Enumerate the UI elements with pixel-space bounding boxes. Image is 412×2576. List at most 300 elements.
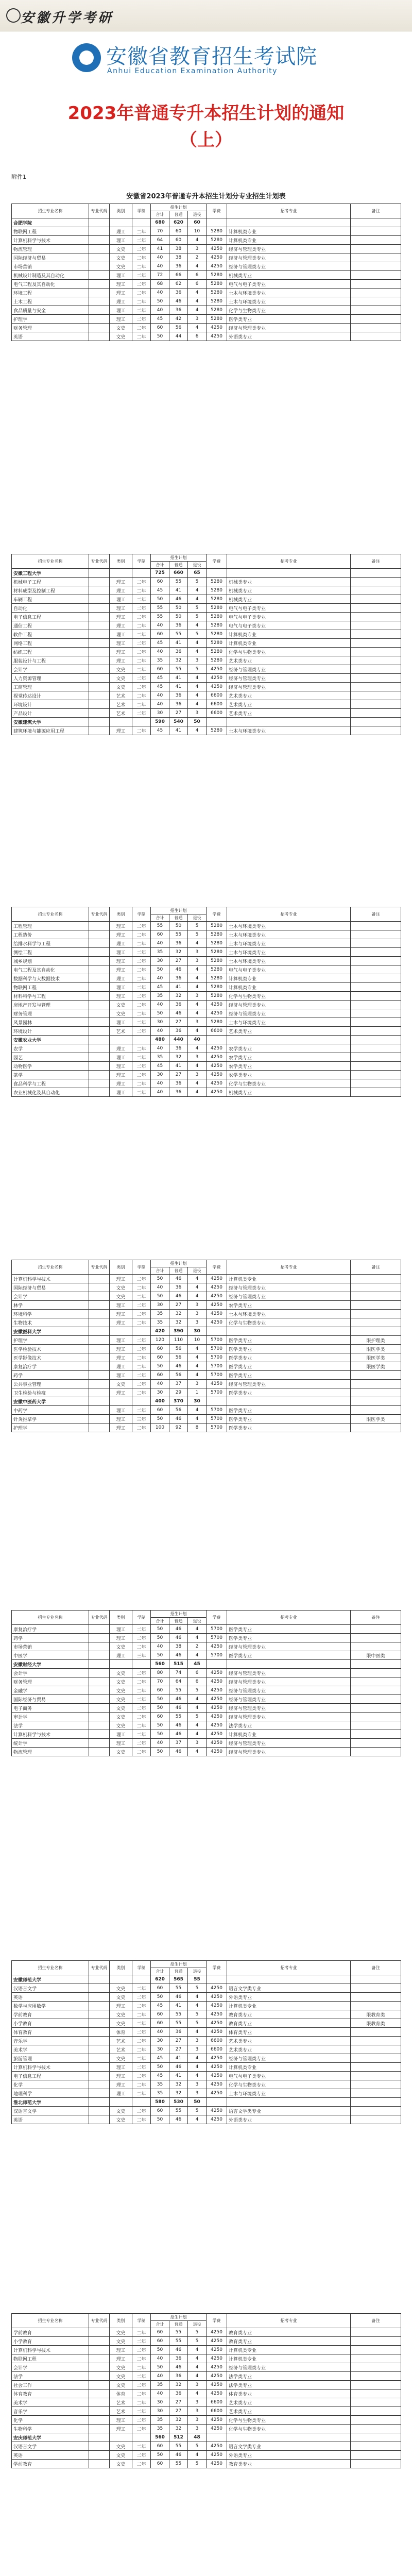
note-cell: 限中医类 [351, 1651, 401, 1660]
table-row [12, 648, 401, 656]
header-years: 学制 [132, 1611, 151, 1625]
note-cell [351, 595, 401, 604]
table-row [12, 948, 401, 957]
category-cell: 化学与生物类专业 [227, 992, 351, 1001]
veteran-cell: 4 [188, 1027, 207, 1036]
fee-cell: 5280 [207, 639, 227, 648]
fee-cell: 5280 [207, 965, 227, 974]
table-row [12, 1053, 401, 1062]
fee-cell: 4250 [207, 1275, 227, 1283]
table-row [12, 289, 401, 297]
total-cell: 50 [151, 1721, 169, 1730]
major-cell: 地理科学 [12, 2089, 89, 2098]
years-cell: 二年 [132, 1730, 151, 1739]
years-cell: 二年 [132, 1625, 151, 1634]
years-cell: 二年 [132, 2002, 151, 2010]
years-cell: 二年 [132, 2054, 151, 2063]
category-cell: 语言文学类专业 [227, 2107, 351, 2115]
total-cell: 35 [151, 1310, 169, 1318]
type-cell: 文史 [110, 1984, 132, 1993]
major-cell: 电子信息工程 [12, 2072, 89, 2080]
header-plan-veteran: 退役 [188, 2321, 207, 2328]
note-cell [351, 271, 401, 280]
total-cell: 50 [151, 2115, 169, 2124]
type-cell: 理工 [110, 1739, 132, 1748]
category-cell: 医学类专业 [227, 1406, 351, 1415]
note-cell [351, 2045, 401, 2054]
category-cell: 经济与管理类专业 [227, 1642, 351, 1651]
veteran-cell: 10 [188, 1336, 207, 1345]
header-code: 专业代码 [89, 1961, 110, 1975]
header-notes: 备注 [351, 907, 401, 922]
category-cell: 经济与管理类专业 [227, 1713, 351, 1721]
category-cell: 艺术类专业 [227, 656, 351, 665]
years-cell: 二年 [132, 2028, 151, 2037]
code-cell [89, 2054, 110, 2063]
note-cell: 限医学类 [351, 1353, 401, 1362]
category-cell: 经济与管理类专业 [227, 2363, 351, 2372]
general-cell: 46 [169, 1993, 188, 2002]
total-cell: 50 [151, 2363, 169, 2372]
years-cell: 二年 [132, 2346, 151, 2354]
fee-cell: 6600 [207, 700, 227, 709]
note-cell [351, 1713, 401, 1721]
table-row [12, 227, 401, 236]
note-cell [351, 1301, 401, 1310]
note-cell [351, 1062, 401, 1071]
fee-cell: 5280 [207, 306, 227, 315]
years-cell: 二年 [132, 245, 151, 253]
note-cell [351, 324, 401, 332]
fee-cell: 4250 [207, 1642, 227, 1651]
veteran-cell: 4 [188, 586, 207, 595]
category-cell: 农学类专业 [227, 1062, 351, 1071]
type-cell: 文史 [110, 2451, 132, 2460]
total-cell: 100 [151, 1423, 169, 1432]
fee-cell: 4250 [207, 262, 227, 271]
table-row [12, 2080, 401, 2089]
major-cell: 汉语言文学 [12, 2442, 89, 2451]
general-cell: 56 [169, 1371, 188, 1380]
fee-cell [207, 1660, 227, 1669]
table-row [12, 630, 401, 639]
major-cell: 计算机科学与技术 [12, 236, 89, 245]
fee-cell: 4250 [207, 2107, 227, 2115]
category-cell: 化学与生物类专业 [227, 1079, 351, 1088]
veteran-cell: 30 [188, 1327, 207, 1336]
category-cell: 经济与管理类专业 [227, 1001, 351, 1009]
header-plan-veteran: 退役 [188, 562, 207, 569]
fee-cell: 4250 [207, 1310, 227, 1318]
header-code: 专业代码 [89, 1611, 110, 1625]
veteran-cell: 1 [188, 1388, 207, 1397]
major-cell: 材料成型及控制工程 [12, 586, 89, 595]
type-cell: 理工 [110, 2346, 132, 2354]
category-cell: 机械类专业 [227, 595, 351, 604]
type-cell: 理工 [110, 1071, 132, 1079]
major-cell: 护理学 [12, 1336, 89, 1345]
category-cell: 农学类专业 [227, 1071, 351, 1079]
type-cell [110, 569, 132, 578]
major-cell: 物流管理 [12, 245, 89, 253]
category-cell: 机械类专业 [227, 1088, 351, 1097]
code-cell [89, 1018, 110, 1027]
plan-table-section [11, 907, 401, 1097]
type-cell: 文史 [110, 2054, 132, 2063]
major-cell: 生物技术 [12, 1318, 89, 1327]
general-cell: 64 [169, 1677, 188, 1686]
major-cell: 电子商务 [12, 1704, 89, 1713]
plan-table [11, 1610, 401, 1756]
code-cell [89, 1730, 110, 1739]
category-cell [227, 218, 351, 227]
total-cell: 30 [151, 709, 169, 718]
category-cell: 教育类专业 [227, 2337, 351, 2346]
years-cell: 二年 [132, 1669, 151, 1677]
major-cell: 计算机科学与技术 [12, 1730, 89, 1739]
table-row [12, 1415, 401, 1423]
major-cell: 公共事业管理 [12, 1380, 89, 1388]
fee-cell: 4250 [207, 2115, 227, 2124]
veteran-cell: 3 [188, 2037, 207, 2045]
code-cell [89, 2115, 110, 2124]
note-cell [351, 1669, 401, 1677]
code-cell [89, 1079, 110, 1088]
general-cell: 56 [169, 1353, 188, 1362]
fee-cell [207, 718, 227, 726]
total-cell: 35 [151, 948, 169, 957]
type-cell: 理工 [110, 630, 132, 639]
general-cell: 32 [169, 992, 188, 1001]
category-cell [227, 718, 351, 726]
years-cell [132, 1660, 151, 1669]
table-row [12, 604, 401, 613]
header-plan-total: 合计 [151, 914, 169, 922]
years-cell: 二年 [132, 2425, 151, 2433]
table-row [12, 2363, 401, 2372]
major-cell: 化学 [12, 2080, 89, 2089]
veteran-cell: 3 [188, 1380, 207, 1388]
veteran-cell: 4 [188, 1415, 207, 1423]
header-notes: 备注 [351, 204, 401, 218]
category-cell: 计算机类专业 [227, 639, 351, 648]
major-cell: 美术学 [12, 2045, 89, 2054]
general-cell: 36 [169, 621, 188, 630]
total-cell: 40 [151, 691, 169, 700]
category-cell: 经济与管理类专业 [227, 1380, 351, 1388]
notice-subtitle: （上） [180, 130, 232, 150]
code-cell [89, 1062, 110, 1071]
category-cell: 医学类专业 [227, 1625, 351, 1634]
header-type: 类别 [110, 2314, 132, 2328]
table-row [12, 957, 401, 965]
note-cell [351, 1730, 401, 1739]
total-cell: 80 [151, 1669, 169, 1677]
code-cell [89, 1695, 110, 1704]
veteran-cell: 6 [188, 1677, 207, 1686]
type-cell: 理工 [110, 639, 132, 648]
major-cell: 会计学 [12, 1292, 89, 1301]
general-cell: 46 [169, 1634, 188, 1642]
code-cell [89, 1301, 110, 1310]
header-major-cat: 招考专业 [227, 204, 351, 218]
veteran-cell: 3 [188, 315, 207, 324]
veteran-cell: 4 [188, 700, 207, 709]
general-cell: 36 [169, 1283, 188, 1292]
veteran-cell: 4 [188, 639, 207, 648]
category-cell: 艺术类专业 [227, 1027, 351, 1036]
general-cell: 41 [169, 1062, 188, 1071]
note-cell [351, 2425, 401, 2433]
category-cell: 电气与电子类专业 [227, 280, 351, 289]
total-cell: 40 [151, 974, 169, 983]
general-cell: 46 [169, 1009, 188, 1018]
note-cell [351, 2328, 401, 2337]
years-cell: 二年 [132, 2019, 151, 2028]
table-title: 安徽省2023年普通专升本招生计划分专业招生计划表 [126, 193, 286, 200]
general-cell: 27 [169, 2045, 188, 2054]
general-cell: 36 [169, 2372, 188, 2381]
table-row [12, 2063, 401, 2072]
category-cell [227, 2098, 351, 2107]
years-cell: 二年 [132, 1634, 151, 1642]
years-cell: 二年 [132, 930, 151, 939]
fee-cell: 5280 [207, 621, 227, 630]
years-cell: 二年 [132, 289, 151, 297]
note-cell [351, 974, 401, 983]
type-cell: 理工 [110, 2063, 132, 2072]
fee-cell: 4250 [207, 2337, 227, 2346]
major-cell: 计算机科学与技术 [12, 2063, 89, 2072]
general-cell: 56 [169, 1406, 188, 1415]
total-cell: 30 [151, 2407, 169, 2416]
fee-cell: 4250 [207, 1062, 227, 1071]
code-cell [89, 1984, 110, 1993]
plan-table-section [11, 2313, 401, 2468]
general-cell: 32 [169, 656, 188, 665]
header-fee: 学费 [207, 1611, 227, 1625]
major-cell: 学前教育 [12, 2460, 89, 2468]
total-cell: 45 [151, 2002, 169, 2010]
table-row [12, 2107, 401, 2115]
major-cell: 医学检验技术 [12, 1345, 89, 1353]
category-cell: 法学类专业 [227, 2372, 351, 2381]
veteran-cell: 5 [188, 1984, 207, 1993]
category-cell: 化学与生物类专业 [227, 648, 351, 656]
general-cell: 29 [169, 1388, 188, 1397]
code-cell [89, 2354, 110, 2363]
header-major-cat: 招考专业 [227, 1260, 351, 1275]
total-cell: 35 [151, 2425, 169, 2433]
total-cell: 41 [151, 245, 169, 253]
years-cell: 二年 [132, 674, 151, 683]
code-cell [89, 992, 110, 1001]
header-major: 招生专业名称 [12, 204, 89, 218]
veteran-cell: 5 [188, 2010, 207, 2019]
type-cell: 理工 [110, 280, 132, 289]
type-cell: 文史 [110, 1686, 132, 1695]
code-cell [89, 2389, 110, 2398]
veteran-cell: 4 [188, 2054, 207, 2063]
major-cell: 食品质量与安全 [12, 306, 89, 315]
years-cell: 二年 [132, 648, 151, 656]
code-cell [89, 1739, 110, 1748]
general-cell: 540 [169, 718, 188, 726]
fee-cell: 6600 [207, 2407, 227, 2416]
total-cell: 725 [151, 569, 169, 578]
fee-cell: 4250 [207, 332, 227, 341]
note-cell [351, 236, 401, 245]
note-cell [351, 1660, 401, 1669]
general-cell: 55 [169, 2010, 188, 2019]
years-cell: 二年 [132, 1336, 151, 1345]
category-cell: 经济与管理类专业 [227, 1695, 351, 1704]
category-cell: 经济与管理类专业 [227, 324, 351, 332]
code-cell [89, 1318, 110, 1327]
fee-cell: 4250 [207, 2089, 227, 2098]
years-cell: 二年 [132, 939, 151, 948]
years-cell: 二年 [132, 2337, 151, 2346]
table-row [12, 1713, 401, 1721]
total-cell: 40 [151, 648, 169, 656]
veteran-cell: 4 [188, 939, 207, 948]
veteran-cell: 5 [188, 2107, 207, 2115]
type-cell: 理工 [110, 289, 132, 297]
veteran-cell: 4 [188, 1748, 207, 1756]
total-cell: 40 [151, 262, 169, 271]
note-cell: 限教育类 [351, 2019, 401, 2028]
veteran-cell: 5 [188, 578, 207, 586]
note-cell [351, 1423, 401, 1432]
type-cell: 理工 [110, 1275, 132, 1283]
years-cell: 二年 [132, 236, 151, 245]
table-row [12, 1071, 401, 1079]
veteran-cell: 3 [188, 957, 207, 965]
veteran-cell: 5 [188, 2442, 207, 2451]
total-cell: 55 [151, 613, 169, 621]
note-cell [351, 2354, 401, 2363]
note-cell [351, 656, 401, 665]
fee-cell: 5700 [207, 1371, 227, 1380]
note-cell [351, 2451, 401, 2460]
code-cell [89, 957, 110, 965]
type-cell: 理工 [110, 2425, 132, 2433]
table-row [12, 621, 401, 630]
years-cell: 二年 [132, 2115, 151, 2124]
general-cell: 36 [169, 939, 188, 948]
code-cell [89, 922, 110, 930]
code-cell [89, 2398, 110, 2407]
years-cell: 二年 [132, 306, 151, 315]
note-cell [351, 2115, 401, 2124]
category-cell: 化学与生物类专业 [227, 2416, 351, 2425]
table-row [12, 2398, 401, 2407]
table-row [12, 1704, 401, 1713]
code-cell [89, 656, 110, 665]
fee-cell [207, 1036, 227, 1044]
total-cell: 70 [151, 227, 169, 236]
years-cell: 二年 [132, 271, 151, 280]
note-cell [351, 245, 401, 253]
type-cell: 艺术 [110, 2037, 132, 2045]
code-cell [89, 2363, 110, 2372]
code-cell [89, 1669, 110, 1677]
general-cell: 660 [169, 569, 188, 578]
type-cell: 理工 [110, 315, 132, 324]
table-row [12, 1371, 401, 1380]
general-cell: 38 [169, 245, 188, 253]
years-cell: 二年 [132, 2389, 151, 2398]
category-cell: 艺术类专业 [227, 691, 351, 700]
years-cell: 二年 [132, 665, 151, 674]
type-cell: 文史 [110, 683, 132, 691]
category-cell: 医学类专业 [227, 1362, 351, 1371]
major-cell: 市场营销 [12, 262, 89, 271]
header-plan-total: 合计 [151, 211, 169, 218]
total-cell: 40 [151, 253, 169, 262]
general-cell: 38 [169, 1642, 188, 1651]
header-plan: 招生计划 [151, 1611, 207, 1618]
note-cell [351, 700, 401, 709]
table-row [12, 1686, 401, 1695]
total-cell: 50 [151, 1009, 169, 1018]
header-code: 专业代码 [89, 1260, 110, 1275]
table-row [12, 1388, 401, 1397]
type-cell: 理工 [110, 1053, 132, 1062]
code-cell [89, 2337, 110, 2346]
general-cell: 62 [169, 280, 188, 289]
total-cell: 35 [151, 2089, 169, 2098]
general-cell: 55 [169, 1984, 188, 1993]
code-cell [89, 1001, 110, 1009]
type-cell: 理工 [110, 1423, 132, 1432]
note-cell [351, 2072, 401, 2080]
years-cell [132, 2433, 151, 2442]
total-cell: 40 [151, 289, 169, 297]
veteran-cell: 4 [188, 306, 207, 315]
table-row [12, 674, 401, 683]
code-cell [89, 648, 110, 656]
general-cell: 55 [169, 2328, 188, 2337]
veteran-cell: 3 [188, 1739, 207, 1748]
note-cell [351, 1071, 401, 1079]
years-cell: 二年 [132, 2089, 151, 2098]
major-cell: 康复治疗学 [12, 1362, 89, 1371]
years-cell: 二年 [132, 604, 151, 613]
category-cell: 经济与管理类专业 [227, 665, 351, 674]
code-cell [89, 578, 110, 586]
note-cell [351, 639, 401, 648]
code-cell [89, 2425, 110, 2433]
code-cell [89, 691, 110, 700]
veteran-cell: 10 [188, 227, 207, 236]
total-cell: 60 [151, 2460, 169, 2468]
veteran-cell: 3 [188, 656, 207, 665]
veteran-cell: 4 [188, 1634, 207, 1642]
major-cell: 审计学 [12, 1713, 89, 1721]
fee-cell [207, 2098, 227, 2107]
years-cell: 二年 [132, 1371, 151, 1380]
type-cell: 艺术 [110, 1027, 132, 1036]
type-cell [110, 718, 132, 726]
type-cell: 文史 [110, 1292, 132, 1301]
table-row [12, 2054, 401, 2063]
major-cell: 环境工程 [12, 289, 89, 297]
table-row [12, 1721, 401, 1730]
fee-cell: 4250 [207, 2416, 227, 2425]
years-cell: 二年 [132, 709, 151, 718]
veteran-cell: 4 [188, 691, 207, 700]
